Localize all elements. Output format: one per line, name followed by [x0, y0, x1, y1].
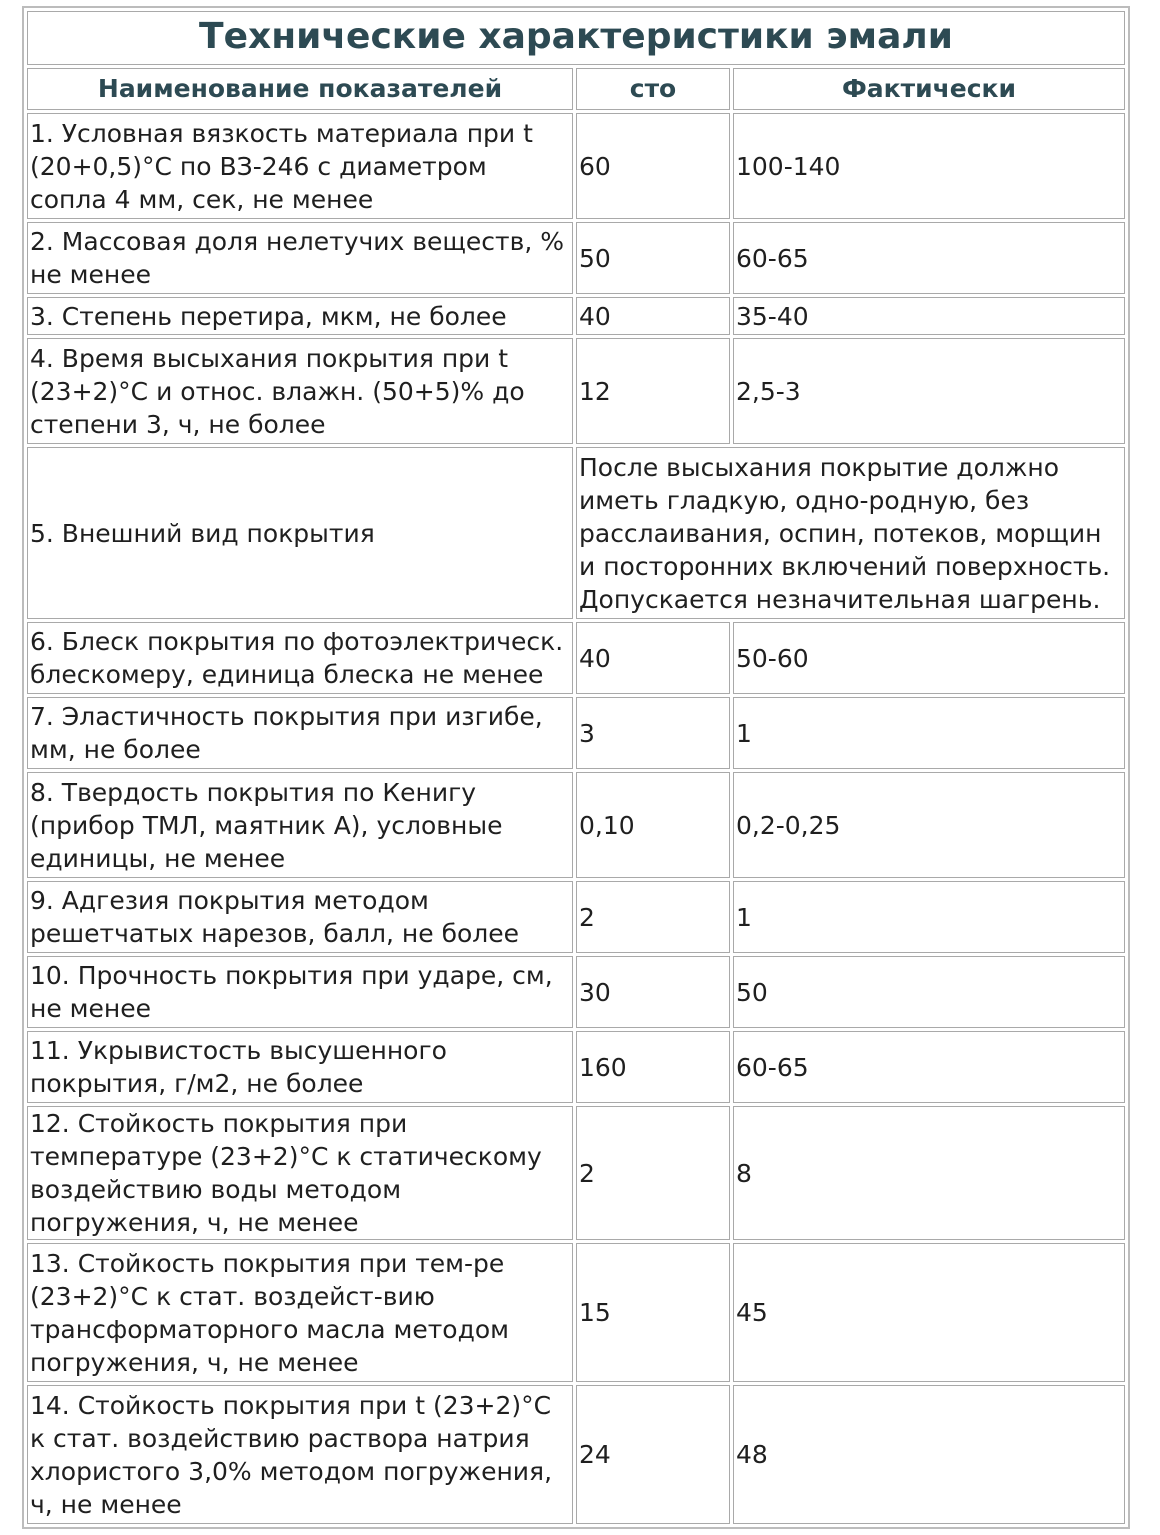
row-name-cell: 7. Эластичность покрытия при изгибе, мм, не более: [27, 697, 573, 769]
row-actual-cell: 100-140: [733, 113, 1125, 219]
row-actual-cell: 1: [733, 697, 1125, 769]
row-sto-cell: 30: [576, 956, 730, 1028]
column-header-actual: Фактически: [733, 68, 1125, 110]
spec-table-container: [22, 6, 1130, 1529]
row-actual-cell: 45: [733, 1243, 1125, 1382]
row-sto-cell: 3: [576, 697, 730, 769]
row-name-cell: 14. Стойкость покрытия при t (23+2)°С к стат. воздействию раствора натрия хлористого 3,0% методом погружения, ч, не менее: [27, 1385, 573, 1524]
table-title: Технические характеристики эмали: [27, 11, 1125, 65]
table-row: [27, 1385, 1125, 1524]
column-header-name: Наименование показателей: [27, 68, 573, 110]
row-sto-cell: 40: [576, 297, 730, 335]
table-row: [27, 772, 1125, 878]
table-row: [27, 881, 1125, 953]
table-row: [27, 338, 1125, 444]
table-row: [27, 222, 1125, 294]
column-header-sto: сто: [576, 68, 730, 110]
row-name-cell: 4. Время высыхания покрытия при t (23+2)°С и относ. влажн. (50+5)% до степени 3, ч, не более: [27, 338, 573, 444]
row-sto-cell: 24: [576, 1385, 730, 1524]
row-sto-cell: 160: [576, 1031, 730, 1103]
row-name-cell: 13. Стойкость покрытия при тем-ре (23+2)°С к стат. воздейст-вию трансформаторного масла методом погружения, ч, не менее: [27, 1243, 573, 1382]
row-actual-cell: 50: [733, 956, 1125, 1028]
header-row: [27, 68, 1125, 110]
row-sto-cell: 0,10: [576, 772, 730, 878]
row-actual-cell: 60-65: [733, 1031, 1125, 1103]
table-row: [27, 956, 1125, 1028]
table-row: [27, 622, 1125, 694]
row-actual-cell: 2,5-3: [733, 338, 1125, 444]
row-name-cell: 12. Стойкость покрытия при температуре (23+2)°С к статическому воздействию воды методом погружения, ч, не менее: [27, 1106, 573, 1240]
row-actual-cell: 35-40: [733, 297, 1125, 335]
table-row: [27, 113, 1125, 219]
row-name-cell: 8. Твердость покрытия по Кенигу (прибор ТМЛ, маятник А), условные единицы, не менее: [27, 772, 573, 878]
row-name-cell: 5. Внешний вид покрытия: [27, 447, 573, 619]
row-actual-cell: 0,2-0,25: [733, 772, 1125, 878]
row-name-cell: 9. Адгезия покрытия методом решетчатых нарезов, балл, не более: [27, 881, 573, 953]
row-actual-cell: 50-60: [733, 622, 1125, 694]
row-sto-cell: 12: [576, 338, 730, 444]
row-name-cell: 1. Условная вязкость материала при t (20+0,5)°С по ВЗ-246 с диаметром сопла 4 мм, сек, не менее: [27, 113, 573, 219]
row-sto-cell: 40: [576, 622, 730, 694]
row-sto-cell: 2: [576, 881, 730, 953]
row-name-cell: 3. Степень перетира, мкм, не более: [27, 297, 573, 335]
row-actual-cell: 48: [733, 1385, 1125, 1524]
table-row: [27, 697, 1125, 769]
row-actual-cell: 8: [733, 1106, 1125, 1240]
table-row: [27, 297, 1125, 335]
row-actual-cell: 60-65: [733, 222, 1125, 294]
row-merged-cell: После высыхания покрытие должно иметь гладкую, одно-родную, без расслаивания, оспин, потеков, морщин и посторонних включений поверхность. Допускается незначительная шагрень.: [576, 447, 1125, 619]
row-name-cell: 2. Массовая доля нелетучих веществ, % не менее: [27, 222, 573, 294]
table-row: [27, 1031, 1125, 1103]
table-row: [27, 1106, 1125, 1240]
row-sto-cell: 2: [576, 1106, 730, 1240]
row-sto-cell: 50: [576, 222, 730, 294]
row-sto-cell: 60: [576, 113, 730, 219]
table-row: [27, 447, 1125, 619]
row-name-cell: 6. Блеск покрытия по фотоэлектрическ. блескомеру, единица блеска не менее: [27, 622, 573, 694]
row-actual-cell: 1: [733, 881, 1125, 953]
row-name-cell: 11. Укрывистость высушенного покрытия, г/м2, не более: [27, 1031, 573, 1103]
row-name-cell: 10. Прочность покрытия при ударе, см, не менее: [27, 956, 573, 1028]
title-row: [27, 11, 1125, 65]
row-sto-cell: 15: [576, 1243, 730, 1382]
table-row: [27, 1243, 1125, 1382]
spec-table: [22, 6, 1130, 1529]
